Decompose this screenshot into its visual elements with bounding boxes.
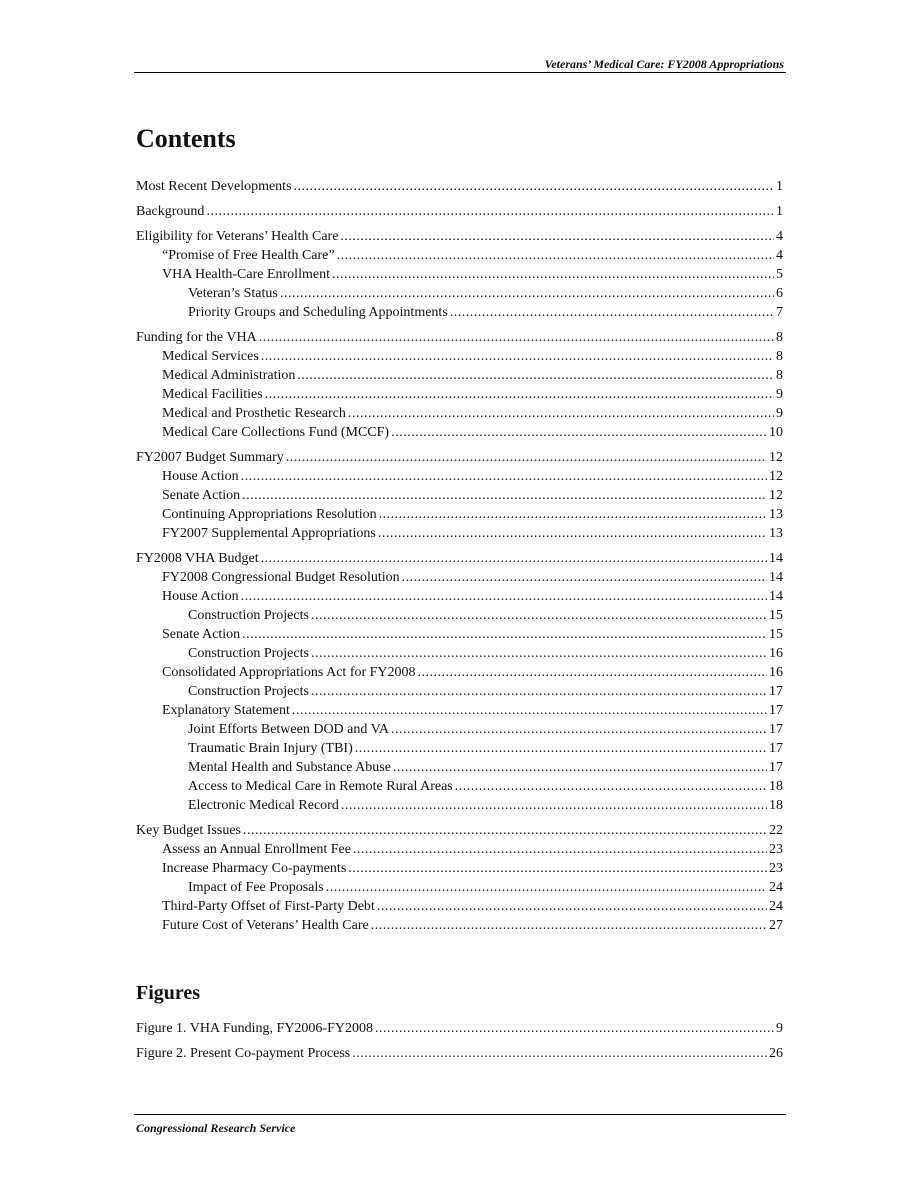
toc-entry[interactable] [136,448,783,467]
toc-entry-page: 23 [769,842,783,857]
toc-entry-title: Medical and Prosthetic Research [162,406,346,421]
toc-entry[interactable] [136,777,783,796]
toc-entry[interactable] [136,739,783,758]
dot-leader [418,663,767,682]
toc-entry-title: Senate Action [162,627,241,642]
toc-entry[interactable] [136,486,783,505]
toc-entry[interactable] [136,916,783,935]
dot-leader [294,177,774,196]
toc-entry-page: 5 [776,267,783,282]
toc-entry-title: Construction Projects [188,608,309,623]
toc-entry-page: 4 [776,229,783,244]
toc-entry-title: FY2008 Congressional Budget Resolution [162,570,400,585]
toc-entry-title: Senate Action [162,488,241,503]
toc-entry[interactable] [136,423,783,442]
toc-entry[interactable] [136,568,783,587]
toc-entry-title: FY2007 Budget Summary [136,450,284,465]
footer-rule [134,1114,786,1115]
dot-leader [311,644,767,663]
dot-leader [377,897,767,916]
dot-leader [261,347,774,366]
toc-entry-title: Continuing Appropriations Resolution [162,507,377,522]
dot-leader [340,227,774,246]
dot-leader [379,505,767,524]
dot-leader [341,796,767,815]
dot-leader [391,423,767,442]
toc-entry-page: 12 [769,488,783,503]
dot-leader [259,328,774,347]
dot-leader [280,284,774,303]
toc-entry[interactable] [136,366,783,385]
dot-leader [286,448,767,467]
toc-entry-title: Impact of Fee Proposals [188,880,324,895]
dot-leader [241,467,767,486]
toc-entry[interactable] [136,796,783,815]
toc-entry[interactable] [136,347,783,366]
toc-entry[interactable] [136,328,783,347]
toc-entry-title: FY2007 Supplemental Appropriations [162,526,376,541]
toc-entry[interactable] [136,467,783,486]
toc-entry-page: 12 [769,469,783,484]
dot-leader [352,1044,767,1063]
toc-entry-page: 9 [776,406,783,421]
toc-entry-title: VHA Health-Care Enrollment [162,267,330,282]
dot-leader [242,625,767,644]
toc-entry[interactable] [136,1019,783,1038]
toc-entry-page: 1 [776,204,783,219]
footer-text: Congressional Research Service [136,1121,296,1135]
toc-entry-page: 16 [769,646,783,661]
toc-entry[interactable] [136,682,783,701]
dot-leader [337,246,774,265]
dot-leader [353,840,767,859]
toc-entry[interactable] [136,505,783,524]
toc-entry[interactable] [136,246,783,265]
toc-entry[interactable] [136,840,783,859]
toc-entry-title: Construction Projects [188,646,309,661]
dot-leader [393,758,767,777]
toc-entry[interactable] [136,758,783,777]
toc-entry[interactable] [136,663,783,682]
toc-entry-title: Electronic Medical Record [188,798,339,813]
toc-entry-page: 9 [776,1021,783,1036]
toc-entry-page: 13 [769,526,783,541]
dot-leader [391,720,767,739]
dot-leader [455,777,767,796]
figures-heading: Figures [136,982,201,1004]
toc-entry-title: Medical Facilities [162,387,263,402]
toc-entry-page: 17 [769,703,783,718]
dot-leader [242,486,767,505]
dot-leader [348,404,774,423]
toc-entry[interactable] [136,549,783,568]
dot-leader [348,859,767,878]
dot-leader [355,739,767,758]
toc-entry[interactable] [136,878,783,897]
contents-heading: Contents [136,124,236,153]
dot-leader [402,568,767,587]
dot-leader [371,916,767,935]
toc-entry[interactable] [136,897,783,916]
toc-entry-title: Priority Groups and Scheduling Appointments [188,305,448,320]
dot-leader [265,385,774,404]
dot-leader [243,821,767,840]
toc-entry-title: Joint Efforts Between DOD and VA [188,722,390,737]
toc-entry-title: Assess an Annual Enrollment Fee [162,842,351,857]
toc-entry-page: 13 [769,507,783,522]
running-header-title: Veterans’ Medical Care: FY2008 Appropriations [544,57,784,71]
toc-entry-page: 26 [769,1046,783,1061]
dot-leader [206,202,774,221]
toc-entry-title: Veteran’s Status [188,286,278,301]
toc-entry-page: 1 [776,179,783,194]
toc-entry-page: 24 [769,899,783,914]
dot-leader [450,303,774,322]
toc-entry-page: 17 [769,741,783,756]
toc-entry-page: 6 [776,286,783,301]
toc-entry-title: Third-Party Offset of First-Party Debt [162,899,375,914]
toc-entry-title: Increase Pharmacy Co-payments [162,861,347,876]
toc-entry-title: Eligibility for Veterans’ Health Care [136,229,339,244]
toc-entry-page: 9 [776,387,783,402]
toc-entry[interactable] [136,265,783,284]
toc-entry-title: Most Recent Developments [136,179,292,194]
toc-entry[interactable] [136,524,783,543]
dot-leader [378,524,767,543]
dot-leader [311,606,767,625]
toc-entry-title: Medical Care Collections Fund (MCCF) [162,425,390,440]
toc-entry[interactable] [136,859,783,878]
toc-entry-title: Traumatic Brain Injury (TBI) [188,741,353,756]
toc-entry-page: 17 [769,760,783,775]
toc-entry-title: Consolidated Appropriations Act for FY2008 [162,665,416,680]
toc-entry-title: Figure 2. Present Co-payment Process [136,1046,351,1061]
toc-entry[interactable] [136,625,783,644]
toc-entry[interactable] [136,720,783,739]
toc-entry[interactable] [136,644,783,663]
toc-entry-page: 18 [769,779,783,794]
toc-entry-page: 15 [769,627,783,642]
dot-leader [297,366,774,385]
toc-entry[interactable] [136,284,783,303]
toc-entry-page: 14 [769,551,783,566]
toc-entry-title: Future Cost of Veterans’ Health Care [162,918,369,933]
toc-entry-page: 14 [769,570,783,585]
toc-entry-title: “Promise of Free Health Care” [162,248,335,263]
toc-entry[interactable] [136,404,783,423]
toc-entry[interactable] [136,587,783,606]
toc-entry-title: Medical Administration [162,368,296,383]
toc-entry[interactable] [136,1044,783,1063]
header-rule [134,72,786,73]
toc-entry[interactable] [136,606,783,625]
toc-entry-title: Mental Health and Substance Abuse [188,760,391,775]
toc-entry-page: 22 [769,823,783,838]
toc-entry-page: 8 [776,349,783,364]
dot-leader [326,878,767,897]
toc-entry-page: 16 [769,665,783,680]
toc-entry-page: 10 [769,425,783,440]
figures-list [136,1019,783,1063]
toc-entry-page: 8 [776,368,783,383]
dot-leader [332,265,774,284]
toc-entry-title: Background [136,204,205,219]
toc-entry-title: Access to Medical Care in Remote Rural Areas [188,779,453,794]
toc-entry-title: House Action [162,589,239,604]
toc-entry[interactable] [136,227,783,246]
dot-leader [261,549,767,568]
toc-entry-title: House Action [162,469,239,484]
toc-entry-title: Funding for the VHA [136,330,257,345]
toc-entry-page: 14 [769,589,783,604]
toc-entry-title: Construction Projects [188,684,309,699]
toc-entry-page: 27 [769,918,783,933]
dot-leader [375,1019,774,1038]
dot-leader [292,701,767,720]
toc-entry-page: 4 [776,248,783,263]
toc-entry-page: 17 [769,722,783,737]
dot-leader [311,682,767,701]
toc-entry-title: FY2008 VHA Budget [136,551,259,566]
toc-entry[interactable] [136,177,783,196]
toc-entry-page: 17 [769,684,783,699]
toc-entry-title: Figure 1. VHA Funding, FY2006-FY2008 [136,1021,373,1036]
toc-entry-page: 23 [769,861,783,876]
toc-entry-page: 18 [769,798,783,813]
toc-entry[interactable] [136,202,783,221]
toc-entry[interactable] [136,385,783,404]
toc-entry-title: Key Budget Issues [136,823,241,838]
toc-entry-title: Explanatory Statement [162,703,290,718]
toc-entry-page: 24 [769,880,783,895]
dot-leader [241,587,767,606]
toc-entry-page: 7 [776,305,783,320]
toc-entry[interactable] [136,701,783,720]
toc-entry-title: Medical Services [162,349,259,364]
contents-list [136,177,783,935]
toc-entry[interactable] [136,303,783,322]
toc-entry-page: 15 [769,608,783,623]
toc-entry[interactable] [136,821,783,840]
toc-entry-page: 12 [769,450,783,465]
toc-entry-page: 8 [776,330,783,345]
